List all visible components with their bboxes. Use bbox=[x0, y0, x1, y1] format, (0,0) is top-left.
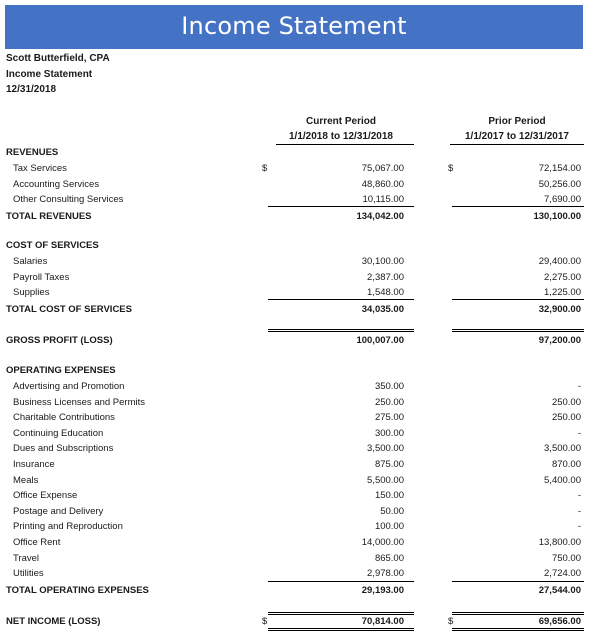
prior-period-value: 97,200.00 bbox=[538, 335, 581, 346]
row-label: TOTAL OPERATING EXPENSES bbox=[6, 585, 149, 596]
row-label: Supplies bbox=[13, 287, 50, 299]
statement-date: 12/31/2018 bbox=[6, 84, 57, 95]
prior-period-value: 69,656.00 bbox=[538, 616, 581, 627]
revenue-row bbox=[0, 161, 594, 176]
prior-period-value: 5,400.00 bbox=[544, 474, 581, 486]
expense-row bbox=[0, 488, 594, 503]
revenues-heading bbox=[0, 145, 594, 160]
cost-row bbox=[0, 270, 594, 285]
page-title: Income Statement bbox=[181, 12, 407, 40]
current-period-range: 1/1/2018 to 12/31/2018 bbox=[289, 131, 393, 142]
prior-period-value: - bbox=[577, 521, 581, 533]
section-heading: OPERATING EXPENSES bbox=[6, 365, 116, 376]
prior-period-value: 27,544.00 bbox=[538, 585, 581, 596]
expense-row bbox=[0, 566, 594, 581]
row-label: Other Consulting Services bbox=[13, 194, 124, 206]
prior-period-label: Prior Period bbox=[488, 116, 546, 127]
net-income-row bbox=[0, 614, 594, 629]
expense-row bbox=[0, 395, 594, 410]
expense-row bbox=[0, 457, 594, 472]
revenue-subtotal-rule-prior bbox=[452, 206, 584, 207]
row-label: Continuing Education bbox=[13, 427, 104, 439]
row-label: TOTAL COST OF SERVICES bbox=[6, 303, 132, 315]
prior-period-range: 1/1/2017 to 12/31/2017 bbox=[465, 131, 569, 142]
cost-subtotal-rule-current bbox=[268, 299, 414, 300]
row-label: Tax Services bbox=[13, 163, 67, 174]
currency-symbol: $ bbox=[262, 616, 268, 627]
row-label: Office Expense bbox=[13, 490, 78, 502]
expense-row bbox=[0, 410, 594, 425]
prior-period-value: 32,900.00 bbox=[538, 303, 581, 315]
expense-row bbox=[0, 504, 594, 519]
current-period-label: Current Period bbox=[305, 116, 376, 127]
revenue-row bbox=[0, 177, 594, 192]
revenue-row bbox=[0, 192, 594, 207]
prior-period-value: 2,275.00 bbox=[544, 271, 581, 283]
prior-period-value: - bbox=[577, 505, 581, 517]
document-name: Income Statement bbox=[6, 69, 93, 80]
expense-row bbox=[0, 535, 594, 550]
row-label: Office Rent bbox=[13, 537, 61, 548]
cost-of-services-heading bbox=[0, 238, 594, 253]
expense-row bbox=[0, 426, 594, 441]
current-period-value: 34,035.00 bbox=[361, 303, 404, 315]
row-label: Meals bbox=[13, 474, 39, 486]
current-period-value: 70,814.00 bbox=[361, 616, 404, 627]
current-period-value: 75,067.00 bbox=[361, 163, 404, 174]
cost-row bbox=[0, 254, 594, 269]
expense-subtotal-rule-prior bbox=[452, 581, 584, 582]
current-period-value: 48,860.00 bbox=[361, 178, 404, 190]
current-period-value: 1,548.00 bbox=[367, 287, 404, 299]
prior-period-value: 2,724.00 bbox=[544, 568, 581, 580]
prior-period-value: 250.00 bbox=[551, 412, 581, 424]
expense-subtotal-rule-current bbox=[268, 581, 414, 582]
current-period-value: 250.00 bbox=[374, 396, 404, 408]
prior-period-value: - bbox=[577, 381, 581, 392]
row-label: Postage and Delivery bbox=[13, 505, 104, 517]
current-period-value: 134,042.00 bbox=[356, 210, 404, 222]
row-label: Charitable Contributions bbox=[13, 412, 115, 424]
prior-period-value: 1,225.00 bbox=[544, 287, 581, 299]
prior-period-value: 72,154.00 bbox=[538, 163, 581, 174]
company-name: Scott Butterfield, CPA bbox=[6, 53, 110, 64]
current-period-value: 865.00 bbox=[374, 552, 404, 564]
net-income-bottom-rule-prior bbox=[452, 628, 584, 631]
current-period-value: 5,500.00 bbox=[367, 474, 404, 486]
expense-row bbox=[0, 473, 594, 488]
row-label: TOTAL REVENUES bbox=[6, 210, 92, 222]
currency-symbol: $ bbox=[448, 616, 454, 627]
row-label: Advertising and Promotion bbox=[13, 381, 125, 392]
current-period-value: 350.00 bbox=[374, 381, 404, 392]
prior-period-value: - bbox=[577, 490, 581, 502]
prior-period-value: 29,400.00 bbox=[538, 256, 581, 267]
row-label: GROSS PROFIT (LOSS) bbox=[6, 335, 113, 346]
current-period-value: 875.00 bbox=[374, 459, 404, 470]
prior-period-value: 3,500.00 bbox=[544, 443, 581, 455]
current-period-header bbox=[276, 116, 406, 142]
row-label: Travel bbox=[13, 552, 40, 564]
cost-row bbox=[0, 285, 594, 300]
operating-expenses-heading bbox=[0, 363, 594, 378]
prior-period-value: 130,100.00 bbox=[533, 210, 581, 222]
net-income-bottom-rule-current bbox=[268, 628, 414, 631]
prior-period-value: 7,690.00 bbox=[544, 194, 581, 206]
row-label: Printing and Reproduction bbox=[13, 521, 123, 533]
prior-period-value: 750.00 bbox=[551, 552, 581, 564]
expense-row bbox=[0, 441, 594, 456]
row-label: Accounting Services bbox=[13, 178, 100, 190]
total-operating-expenses-row bbox=[0, 583, 594, 598]
expense-row bbox=[0, 379, 594, 394]
row-label: NET INCOME (LOSS) bbox=[6, 616, 101, 627]
prior-period-value: 50,256.00 bbox=[538, 178, 581, 190]
gross-profit-rule-prior bbox=[452, 329, 584, 332]
current-period-value: 14,000.00 bbox=[361, 537, 404, 548]
row-label: Insurance bbox=[13, 459, 55, 470]
current-period-value: 2,978.00 bbox=[367, 568, 404, 580]
current-period-value: 150.00 bbox=[374, 490, 404, 502]
current-period-value: 30,100.00 bbox=[361, 256, 404, 267]
currency-symbol: $ bbox=[448, 163, 454, 174]
expense-row bbox=[0, 551, 594, 566]
gross-profit-rule-current bbox=[268, 329, 414, 332]
row-label: Salaries bbox=[13, 256, 48, 267]
total-cost-row bbox=[0, 302, 594, 317]
prior-period-value: - bbox=[577, 427, 581, 439]
current-period-value: 50.00 bbox=[380, 505, 404, 517]
row-label: Business Licenses and Permits bbox=[13, 396, 146, 408]
current-period-value: 300.00 bbox=[374, 427, 404, 439]
current-period-value: 3,500.00 bbox=[367, 443, 404, 455]
cost-subtotal-rule-prior bbox=[452, 299, 584, 300]
prior-period-header bbox=[452, 116, 582, 142]
expense-row bbox=[0, 519, 594, 534]
current-period-value: 100,007.00 bbox=[356, 335, 404, 346]
prior-period-value: 870.00 bbox=[551, 459, 581, 470]
section-heading: REVENUES bbox=[6, 147, 59, 158]
row-label: Dues and Subscriptions bbox=[13, 443, 114, 455]
title-banner bbox=[5, 5, 583, 49]
currency-symbol: $ bbox=[262, 163, 268, 174]
current-period-value: 29,193.00 bbox=[361, 585, 404, 596]
gross-profit-row bbox=[0, 333, 594, 348]
current-period-value: 2,387.00 bbox=[367, 271, 404, 283]
revenue-subtotal-rule-current bbox=[268, 206, 414, 207]
current-period-value: 100.00 bbox=[374, 521, 404, 533]
total-revenues-row bbox=[0, 209, 594, 224]
prior-period-value: 250.00 bbox=[551, 396, 581, 408]
row-label: Utilities bbox=[13, 568, 44, 580]
current-period-value: 10,115.00 bbox=[362, 194, 404, 206]
row-label: Payroll Taxes bbox=[13, 271, 70, 283]
section-heading: COST OF SERVICES bbox=[6, 240, 99, 251]
current-period-value: 275.00 bbox=[374, 412, 404, 424]
prior-period-value: 13,800.00 bbox=[538, 537, 581, 548]
